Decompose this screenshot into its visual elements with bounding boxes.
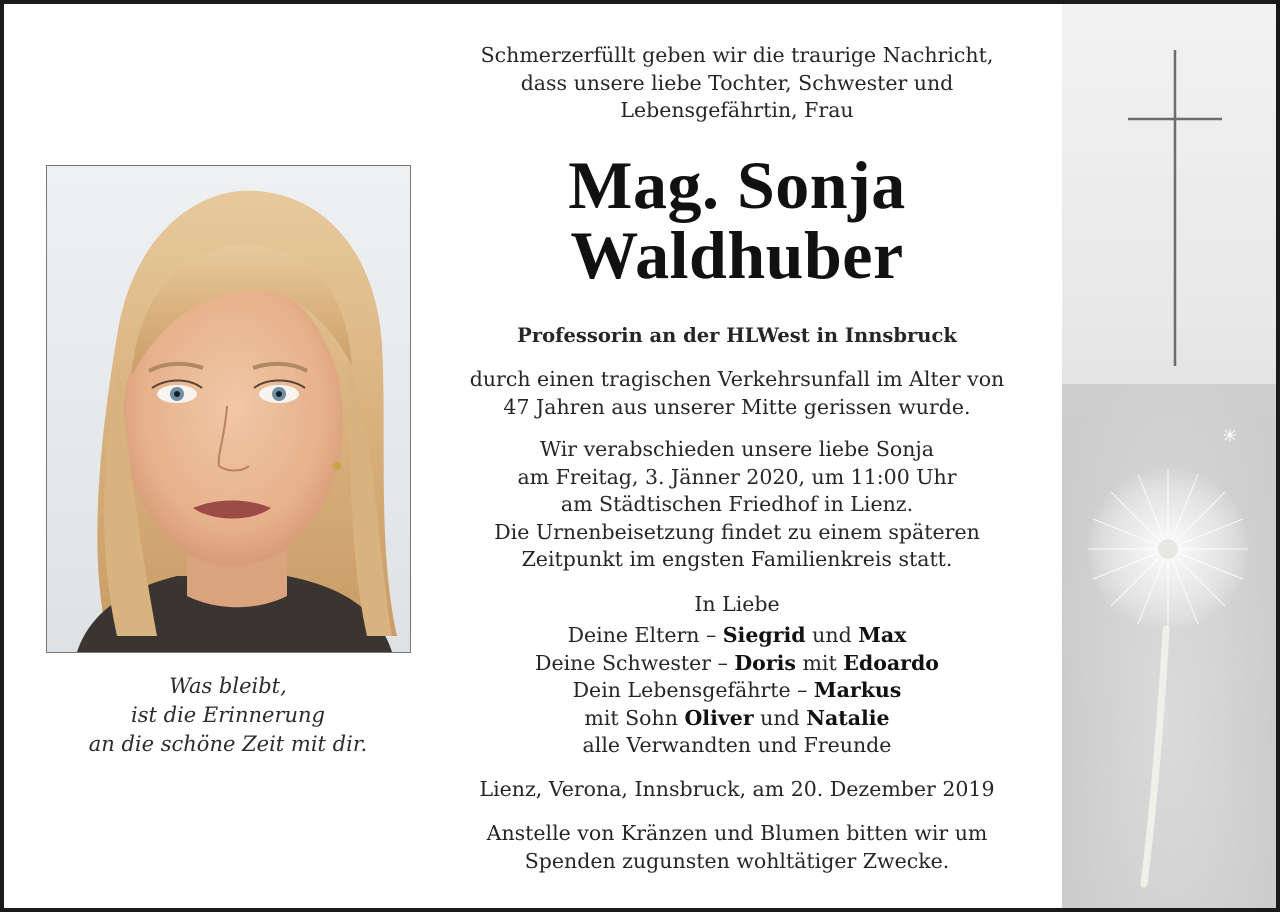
name-line: Waldhuber — [570, 217, 904, 293]
funeral-line: Wir verabschieden unsere liebe Sonja — [540, 437, 934, 461]
mourner-line-partner — [432, 677, 1042, 705]
funeral-line: Die Urnenbeisetzung findet zu einem späteren — [494, 519, 980, 544]
in-love-text: In Liebe — [694, 592, 780, 616]
portrait-illustration — [47, 166, 410, 652]
joiner: und — [805, 623, 859, 647]
portrait-photo — [46, 165, 411, 653]
parent-name: Max — [858, 623, 907, 647]
memorial-quote — [44, 672, 412, 759]
funeral-line: am Freitag, 3. Jänner 2020, um 11:00 Uhr — [517, 464, 957, 489]
funeral-details — [432, 436, 1042, 574]
parents-prefix: Deine Eltern – — [567, 623, 723, 647]
name-line: Mag. Sonja — [568, 147, 906, 223]
children-prefix: mit Sohn — [584, 705, 685, 730]
mourners-list — [432, 622, 1042, 760]
cause-line: durch einen tragischen Verkehrsunfall im Alter von — [469, 367, 1005, 391]
decorative-side-panel — [1062, 4, 1280, 908]
profession-line: Professorin an der HLWest in Innsbruck — [517, 324, 957, 347]
mourner-line-sister — [432, 650, 1042, 678]
joiner: und — [753, 705, 807, 730]
partner-prefix: Dein Lebensgefährte – — [572, 678, 814, 702]
deceased-name — [432, 147, 1042, 293]
cross-icon — [1128, 50, 1222, 366]
quote-line: an die schöne Zeit mit dir. — [88, 732, 368, 756]
child-name: Natalie — [806, 705, 890, 730]
side-panel-art — [1062, 4, 1280, 908]
donation-line: Spenden zugunsten wohltätiger Zwecke. — [524, 848, 950, 873]
partner-name: Markus — [813, 678, 902, 702]
cause-line: 47 Jahren aus unserer Mitte gerissen wurde. — [503, 394, 971, 419]
sister-partner-name: Edoardo — [843, 650, 939, 675]
announcement-intro — [432, 42, 1042, 125]
funeral-line: Zeitpunkt im engsten Familienkreis statt. — [521, 547, 953, 571]
cause-of-death — [432, 366, 1042, 421]
sister-name: Doris — [734, 650, 796, 675]
quote-line: ist die Erinnerung — [131, 703, 325, 727]
mourner-line-parents — [432, 622, 1042, 650]
intro-line: dass unsere liebe Tochter, Schwester und — [520, 70, 954, 95]
sister-prefix: Deine Schwester – — [535, 650, 735, 675]
quote-line: Was bleibt, — [169, 674, 287, 698]
parent-name: Siegrid — [722, 623, 806, 647]
funeral-line: am Städtischen Friedhof in Lienz. — [560, 492, 914, 516]
child-name: Oliver — [684, 705, 754, 730]
donation-line: Anstelle von Kränzen und Blumen bitten wir um — [486, 821, 988, 845]
place-date-line: Lienz, Verona, Innsbruck, am 20. Dezember 2019 — [479, 777, 995, 801]
mourner-line-children — [432, 705, 1042, 733]
intro-line: Lebensgefährtin, Frau — [620, 98, 854, 122]
place-and-date — [432, 776, 1042, 804]
in-love-heading — [432, 591, 1042, 619]
intro-line: Schmerzerfüllt geben wir die traurige Nachricht, — [480, 43, 994, 67]
deceased-profession — [432, 322, 1042, 350]
mourner-line-relatives: alle Verwandten und Freunde — [582, 733, 892, 757]
joiner: mit — [795, 650, 844, 675]
donation-request — [432, 820, 1042, 875]
